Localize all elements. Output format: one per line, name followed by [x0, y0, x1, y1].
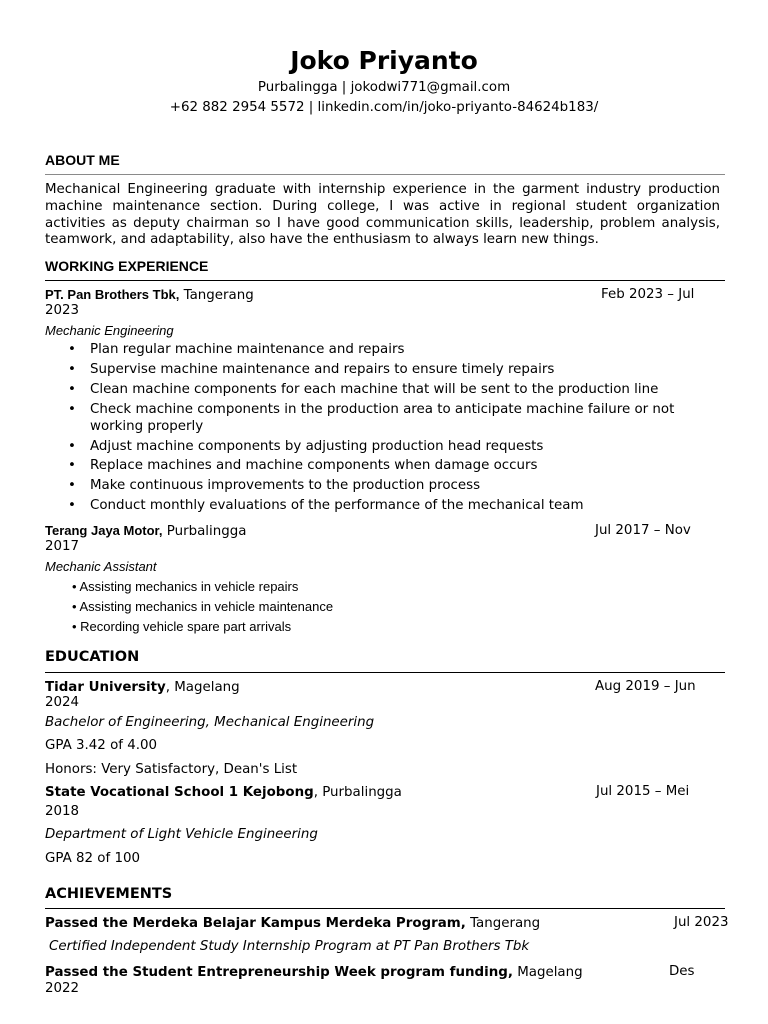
candidate-name: Joko Priyanto: [290, 46, 478, 75]
contact-phone-linkedin: +62 882 2954 5572 | linkedin.com/in/joko-priyanto-84624b183/: [169, 100, 599, 115]
school-date: Jul 2015 – Mei: [596, 784, 690, 799]
school-location: , Magelang: [165, 680, 240, 695]
achievement-subtitle: Certified Independent Study Internship Program at PT Pan Brothers Tbk: [49, 939, 530, 954]
job-bullet: • Assisting mechanics in vehicle maintenance: [72, 599, 334, 614]
achievement-location: Magelang: [512, 965, 583, 980]
school-date-continued: 2024: [45, 695, 80, 710]
achievement-date: Des: [669, 964, 695, 979]
job-role: Mechanic Assistant: [45, 559, 157, 574]
achievement-title: Passed the Student Entrepreneurship Week program funding,: [45, 965, 513, 980]
job-bullet: • Recording vehicle spare part arrivals: [72, 619, 292, 634]
school-detail: GPA 82 of 100: [45, 851, 141, 866]
job-date: Feb 2023 – Jul: [601, 287, 695, 302]
achievement-location: Tangerang: [465, 916, 541, 931]
achievements-heading: ACHIEVEMENTS: [45, 886, 173, 902]
achievement-title: Passed the Merdeka Belajar Kampus Merdeka Program,: [45, 916, 466, 931]
school-name: State Vocational School 1 Kejobong: [45, 785, 314, 800]
school-name: Tidar University: [45, 680, 166, 695]
achievement-header: [45, 963, 583, 981]
about-line: machine maintenance section. During college, I was active in regional student organization: [45, 198, 720, 214]
section-achievements-heading: [45, 884, 725, 909]
school-date-continued: 2018: [45, 804, 80, 819]
education-heading: EDUCATION: [45, 649, 140, 665]
school-detail: Honors: Very Satisfactory, Dean's List: [45, 762, 298, 777]
company-name: PT. Pan Brothers Tbk,: [45, 287, 180, 302]
about-heading: ABOUT ME: [45, 152, 120, 168]
achievement-date: Jul 2023: [674, 915, 729, 930]
job-date: Jul 2017 – Nov: [595, 523, 691, 538]
resume-page: Joko Priyanto Purbalingga | jokodwi771@gmail.com +62 882 2954 5572 | linkedin.com/in/joko-priyanto-84624b183/ ABOUT ME Mechanical Engineering graduate with internship experience in the garment industry production machine maintenance section. During college, I was active in regional student organization activities as deputy chairman so I have good communication skills, leadership, problem analysis, teamwork, and adaptability, also have the enthusiasm to always learn new things. WORKING EXPERIENCE PT. Pan Brothers Tbk, Tangerang Feb 2023 – Jul 2023 Mechanic Engineering • Plan regular machine maintenance and repairs • Supervise machine maintenance and repairs to ensure timely repairs • Clean machine components for each machine that will be sent to the production line • Check machine components in the production area to anticipate machine failure or not working properly • Adjust machine components by adjusting production head requests • Replace machines and machine components when damage occurs • Make continuous improvements to the production process • Conduct monthly evaluations of the performance of the mechanical team Terang Jaya Motor, Purbalingga Jul 2017 – Nov 2017 Mechanic Assistant • Assisting mechanics in vehicle repairs • Assisting mechanics in vehicle maintenance • Recording vehicle spare part arrivals EDUCATION Tidar University, Magelang Aug 2019 – Jun 2024 Bachelor of Engineering, Mechanical Engineering GPA 3.42 of 4.00 Honors: Very Satisfactory, Dean's List State Vocational School 1 Kejobong, Purbalingga Jul 2015 – Mei 2018 Department of Light Vehicle Engineering GPA 82 of 100 ACHIEVEMENTS Passed the Merdeka Belajar Kampus Merdeka Program, Tangerang Jul 2023 Certified Independent Study Internship Program at PT Pan Brothers Tbk Passed the Student Entrepreneurship Week program funding, Magelang Des 2022: [0, 0, 768, 1024]
about-line: activities as deputy chairman so I have good communication skills, leadership, problem analysis,: [45, 215, 720, 231]
contact-location-email: Purbalingga | jokodwi771@gmail.com: [257, 80, 511, 95]
school-location: , Purbalingga: [313, 785, 402, 800]
company-location: Tangerang: [179, 288, 254, 303]
school-header: [45, 783, 402, 801]
job-role: Mechanic Engineering: [45, 323, 174, 338]
job-date-continued: 2017: [45, 539, 80, 554]
school-degree: Department of Light Vehicle Engineering: [45, 827, 318, 842]
job-bullet: • Assisting mechanics in vehicle repairs: [72, 579, 299, 594]
section-work-heading: [45, 256, 725, 281]
school-date: Aug 2019 – Jun: [595, 679, 696, 694]
achievement-header: [45, 914, 540, 932]
work-heading: WORKING EXPERIENCE: [45, 258, 209, 274]
about-line: Mechanical Engineering graduate with internship experience in the garment industry production: [45, 182, 720, 197]
about-paragraph: [45, 182, 720, 249]
company-location: Purbalingga: [162, 524, 247, 539]
section-about-heading: [45, 150, 725, 175]
school-detail: GPA 3.42 of 4.00: [45, 738, 158, 753]
school-degree: Bachelor of Engineering, Mechanical Engineering: [45, 715, 375, 730]
section-education-heading: [45, 647, 725, 673]
achievement-date-continued: 2022: [45, 981, 80, 996]
about-line: teamwork, and adaptability, also have the enthusiasm to always learn new things.: [45, 232, 599, 248]
job-date-continued: 2023: [45, 303, 80, 318]
company-name: Terang Jaya Motor,: [45, 523, 163, 538]
